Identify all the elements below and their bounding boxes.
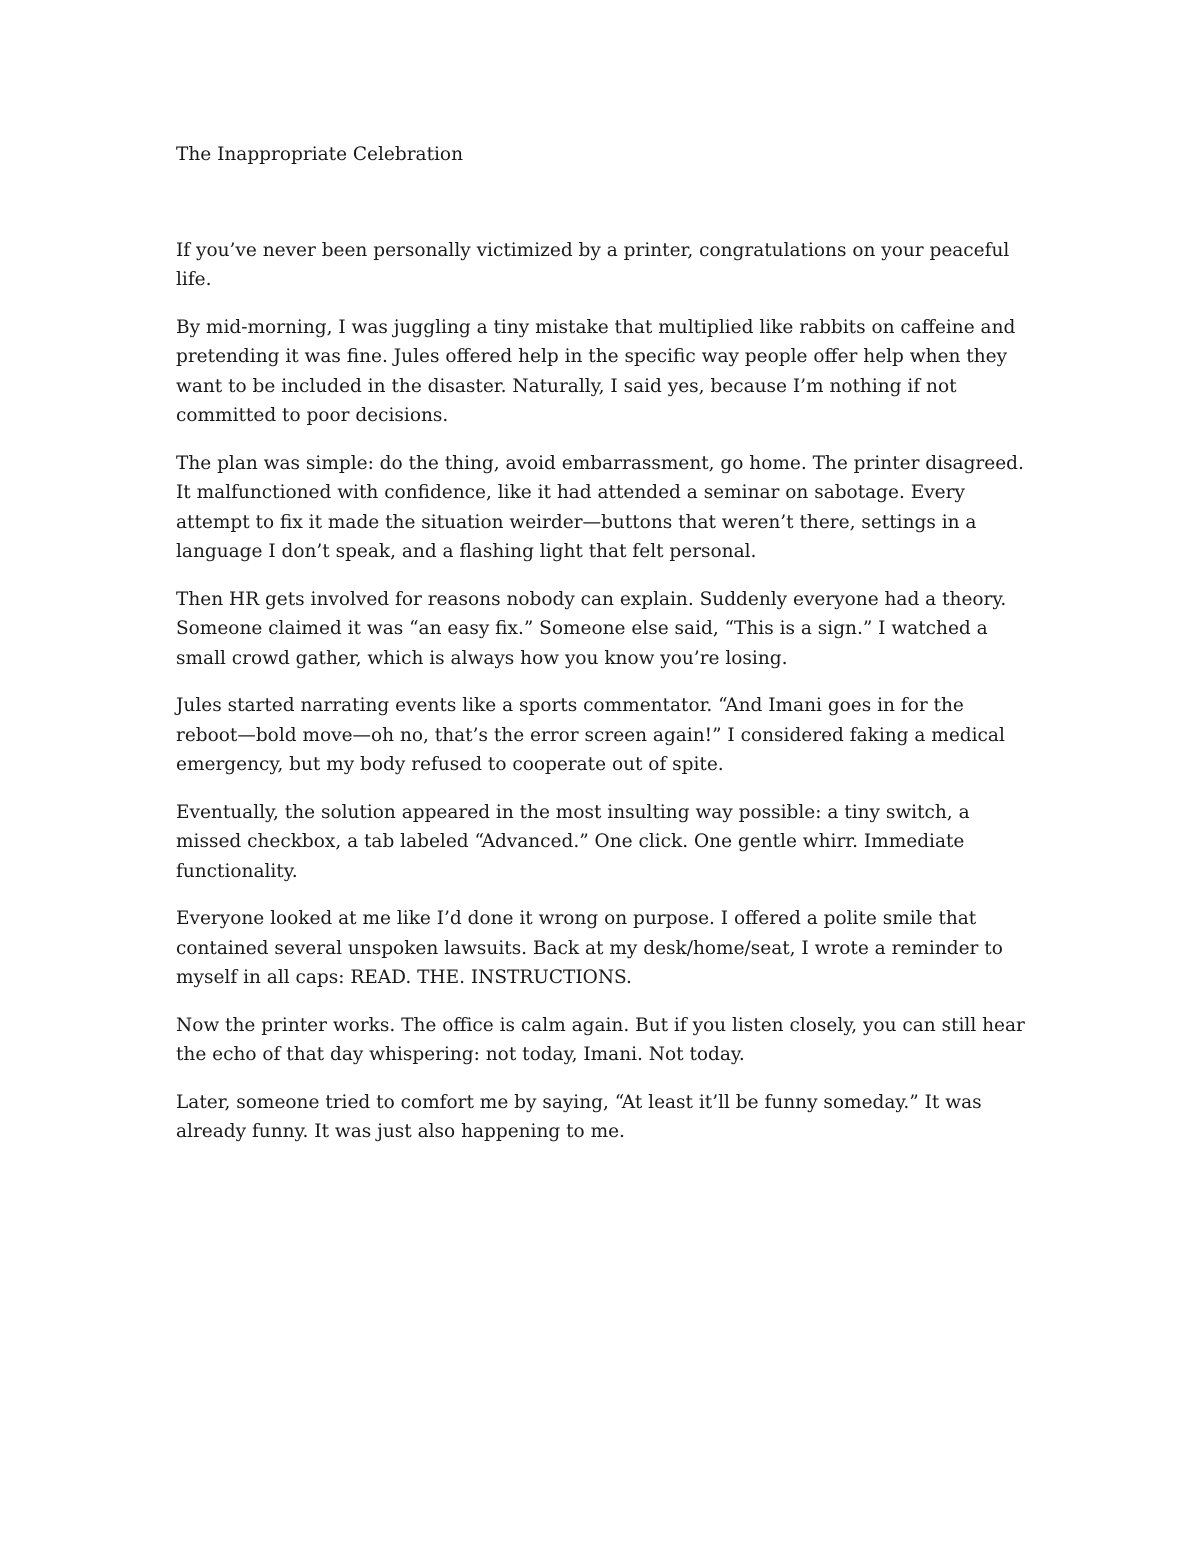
paragraph: By mid-morning, I was juggling a tiny mistake that multiplied like rabbits on caffeine and pretending it was fine. Jules offered help in the specific way people offer help when they want to be included in the disaster. Naturally, I said yes, because I’m nothing if not committed to poor decisions. bbox=[176, 316, 1016, 426]
paragraph: Jules started narrating events like a sports commentator. “And Imani goes in for the reboot—bold move—oh no, that’s the error screen again!” I considered faking a medical emergency, but my body refused to cooperate out of spite. bbox=[176, 695, 1005, 775]
paragraph: Eventually, the solution appeared in the most insulting way possible: a tiny switch, a missed checkbox, a tab labeled “Advanced.” One click. One gentle whirr. Immediate functionality. bbox=[176, 801, 970, 882]
document-body bbox=[176, 140, 1028, 1165]
paragraph: Now the printer works. The office is calm again. But if you listen closely, you can still hear the echo of that day whispering: not today, Imani. Not today. bbox=[176, 1014, 1025, 1065]
paragraph: Later, someone tried to comfort me by saying, “At least it’ll be funny someday.” It was already funny. It was just also happening to me. bbox=[176, 1091, 982, 1142]
paragraph: If you’ve never been personally victimized by a printer, congratulations on your peaceful life. bbox=[176, 239, 1010, 290]
document-title: The Inappropriate Celebration bbox=[176, 144, 463, 165]
paragraph: The plan was simple: do the thing, avoid embarrassment, go home. The printer disagreed. It malfunctioned with confidence, like it had attended a seminar on sabotage. Every attempt to fix it made the situation weirder—buttons that weren’t there, settings in a language I don’t speak, and a flashing light that felt personal. bbox=[176, 452, 1024, 562]
paragraph: Then HR gets involved for reasons nobody can explain. Suddenly everyone had a theory. Someone claimed it was “an easy fix.” Someone else said, “This is a sign.” I watched a small crowd gather, which is always how you know you’re losing. bbox=[176, 588, 1007, 669]
paragraph: Everyone looked at me like I’d done it wrong on purpose. I offered a polite smile that contained several unspoken lawsuits. Back at my desk/home/seat, I wrote a reminder to myself in all caps: READ. THE. INSTRUCTIONS. bbox=[176, 908, 1003, 988]
